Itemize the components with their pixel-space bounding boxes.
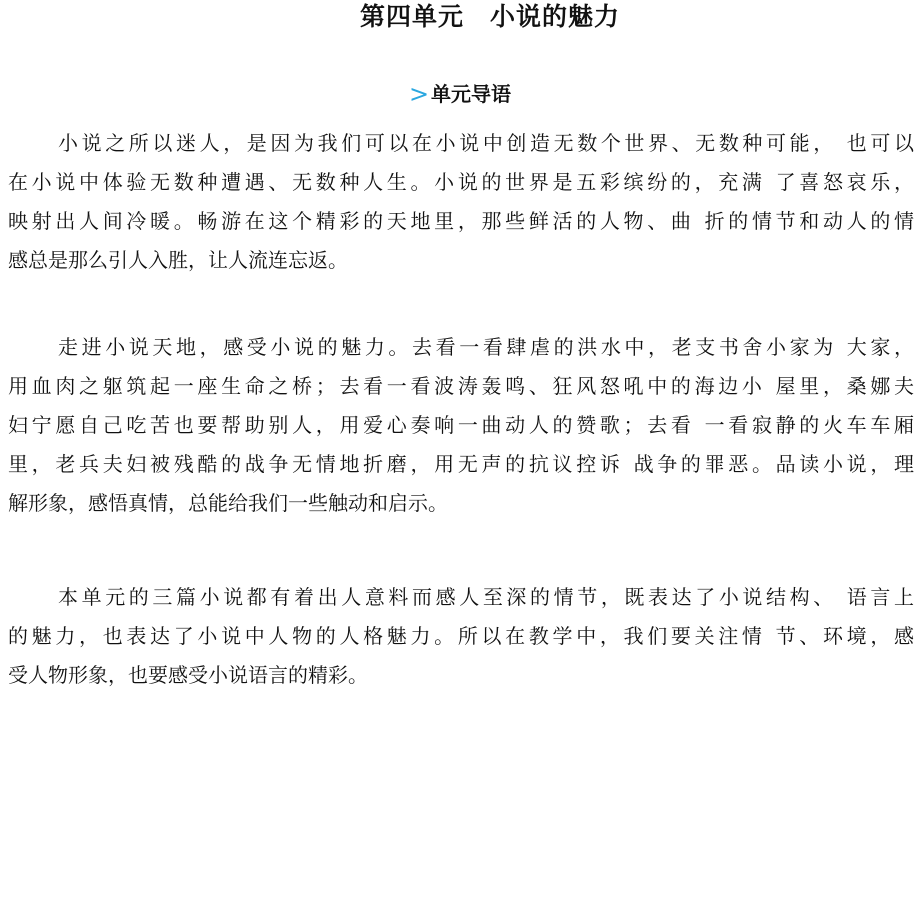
- paragraph-line: 妇宁愿自己吃苦也要帮助别人，用爱心奏响一曲动人的赞歌；去看 一看寂静的火车车厢: [8, 413, 914, 437]
- paragraph-line: 本单元的三篇小说都有着出人意料而感人至深的情节，既表达了小说结构、 语言上: [58, 585, 914, 609]
- paragraph-line: 走进小说天地，感受小说的魅力。去看一看肆虐的洪水中，老支书舍小家为 大家，: [58, 335, 914, 359]
- paragraph-1: [8, 124, 914, 280]
- paragraph-line: 小说之所以迷人，是因为我们可以在小说中创造无数个世界、无数种可能， 也可以: [58, 131, 914, 155]
- paragraph-line: 解形象，感悟真情，总能给我们一些触动和启示。: [8, 491, 448, 515]
- paragraph-line: 的魅力，也表达了小说中人物的人格魅力。所以在教学中，我们要关注情 节、环境，感: [8, 624, 914, 648]
- paragraph-line: 用血肉之躯筑起一座生命之桥；去看一看波涛轰鸣、狂风怒吼中的海边小 屋里，桑娜夫: [8, 374, 914, 398]
- paragraph-line: 感总是那么引人入胜，让人流连忘返。: [8, 248, 348, 272]
- paragraph-line: 映射出人间冷暖。畅游在这个精彩的天地里，那些鲜活的人物、曲 折的情节和动人的情: [8, 209, 914, 233]
- paragraph-line: 在小说中体验无数种遭遇、无数种人生。小说的世界是五彩缤纷的，充满 了喜怒哀乐，: [8, 170, 914, 194]
- paragraph-3: [8, 578, 914, 695]
- chevron-right-icon: >: [408, 80, 430, 108]
- paragraph-2: [8, 328, 914, 523]
- section-heading-text: 单元导语: [431, 82, 512, 106]
- paragraph-line: 里，老兵夫妇被残酷的战争无情地折磨，用无声的抗议控诉 战争的罪恶。品读小说，理: [8, 452, 914, 476]
- unit-title: 第四单元 小说的魅力: [359, 2, 620, 31]
- paragraph-line: 受人物形象，也要感受小说语言的精彩。: [8, 663, 368, 687]
- section-heading: [0, 78, 920, 109]
